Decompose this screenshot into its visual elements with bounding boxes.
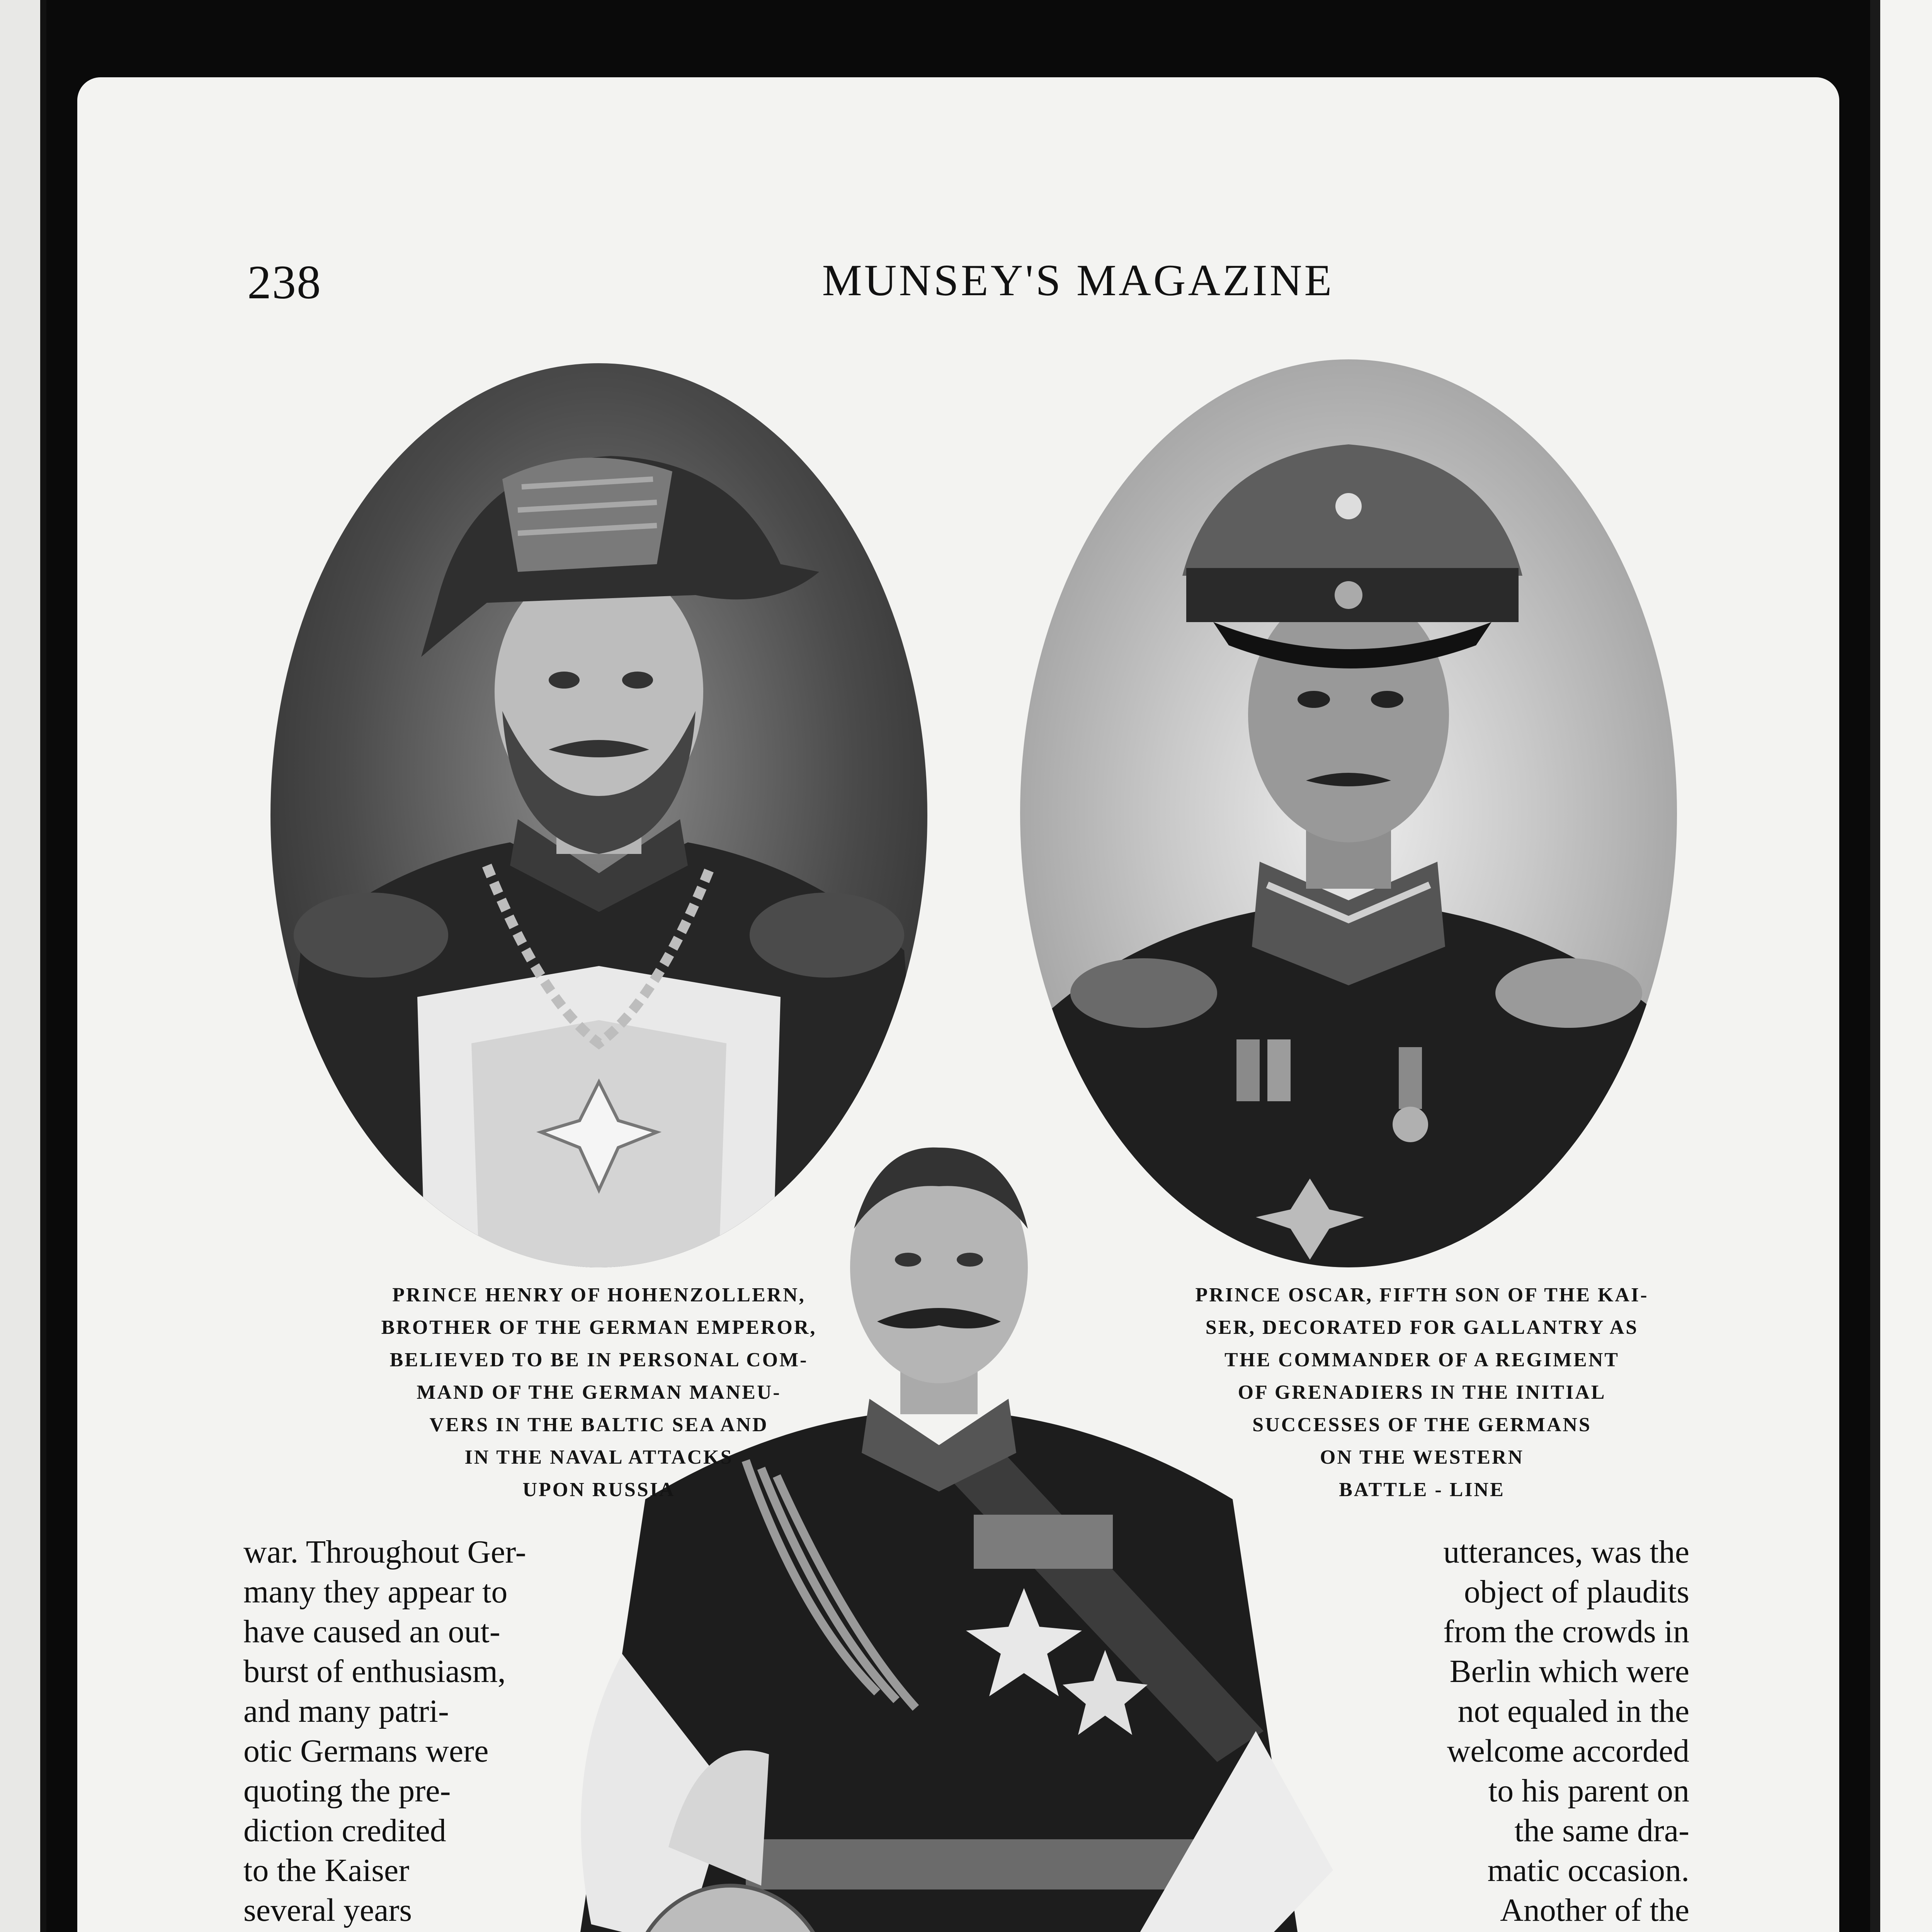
- text-line: to his parent on: [1488, 1773, 1689, 1809]
- text-line: not equaled in the: [1458, 1693, 1689, 1729]
- caption-line: ON THE WESTERN: [1320, 1446, 1524, 1468]
- caption-line: IN THE NAVAL ATTACKS: [464, 1446, 733, 1468]
- text-line: [1480, 1930, 1689, 1932]
- text-line: war. Throughout Ger-: [243, 1534, 526, 1570]
- text-line: to the Kaiser: [243, 1852, 410, 1888]
- text-line: quoting the pre-: [243, 1773, 451, 1809]
- text-line: otic Germans were: [243, 1733, 489, 1769]
- text-line: several years: [243, 1892, 412, 1928]
- caption-line: BROTHER OF THE GERMAN EMPEROR,: [381, 1316, 817, 1338]
- caption-line: SER, DECORATED FOR GALLANTRY AS: [1205, 1316, 1639, 1338]
- portrait-alexander-illustration: [529, 1113, 1349, 1932]
- text-line: the same dra-: [1514, 1813, 1689, 1849]
- page-gutter-shadow-right: [1870, 0, 1880, 1932]
- text-line: object of plaudits: [1464, 1574, 1689, 1610]
- caption-line: PRINCE OSCAR, FIFTH SON OF THE KAI-: [1195, 1284, 1649, 1306]
- text-line: from the crowds in: [1443, 1614, 1689, 1650]
- text-line: burst of enthusiasm,: [243, 1653, 506, 1689]
- caption-line: PRINCE HENRY OF HOHENZOLLERN,: [392, 1284, 806, 1306]
- caption-line: BATTLE - LINE: [1339, 1479, 1505, 1501]
- caption-prince-henry: [232, 1279, 966, 1506]
- text-line: welcome accorded: [1447, 1733, 1689, 1769]
- caption-line: VERS IN THE BALTIC SEA AND: [429, 1414, 769, 1436]
- caption-line: BELIEVED TO BE IN PERSONAL COM-: [389, 1349, 808, 1371]
- caption-prince-oscar: [1113, 1279, 1731, 1506]
- running-head: MUNSEY'S MAGAZINE: [822, 256, 1334, 305]
- text-line: Another of the: [1500, 1892, 1689, 1928]
- page-number: 238: [247, 256, 321, 309]
- text-line: utterances, was the: [1443, 1534, 1689, 1570]
- adjacent-page-left: [0, 0, 46, 1932]
- caption-line: UPON RUSSIA: [522, 1479, 675, 1501]
- page-gutter-shadow: [40, 0, 46, 1932]
- caption-line: SUCCESSES OF THE GERMANS: [1252, 1414, 1592, 1436]
- portrait-prince-alexander: [529, 1113, 1349, 1932]
- caption-line: MAND OF THE GERMAN MANEU-: [417, 1381, 781, 1403]
- caption-line: THE COMMANDER OF A REGIMENT: [1225, 1349, 1619, 1371]
- text-line: have caused an out-: [243, 1614, 500, 1650]
- caption-line: OF GRENADIERS IN THE INITIAL: [1238, 1381, 1606, 1403]
- text-line: diction credited: [243, 1813, 446, 1849]
- text-line: Berlin which were: [1449, 1653, 1689, 1689]
- text-line: and many patri-: [243, 1693, 449, 1729]
- text-line: matic occasion.: [1487, 1852, 1689, 1888]
- text-line: many they appear to: [243, 1574, 508, 1610]
- text-line: [243, 1930, 428, 1932]
